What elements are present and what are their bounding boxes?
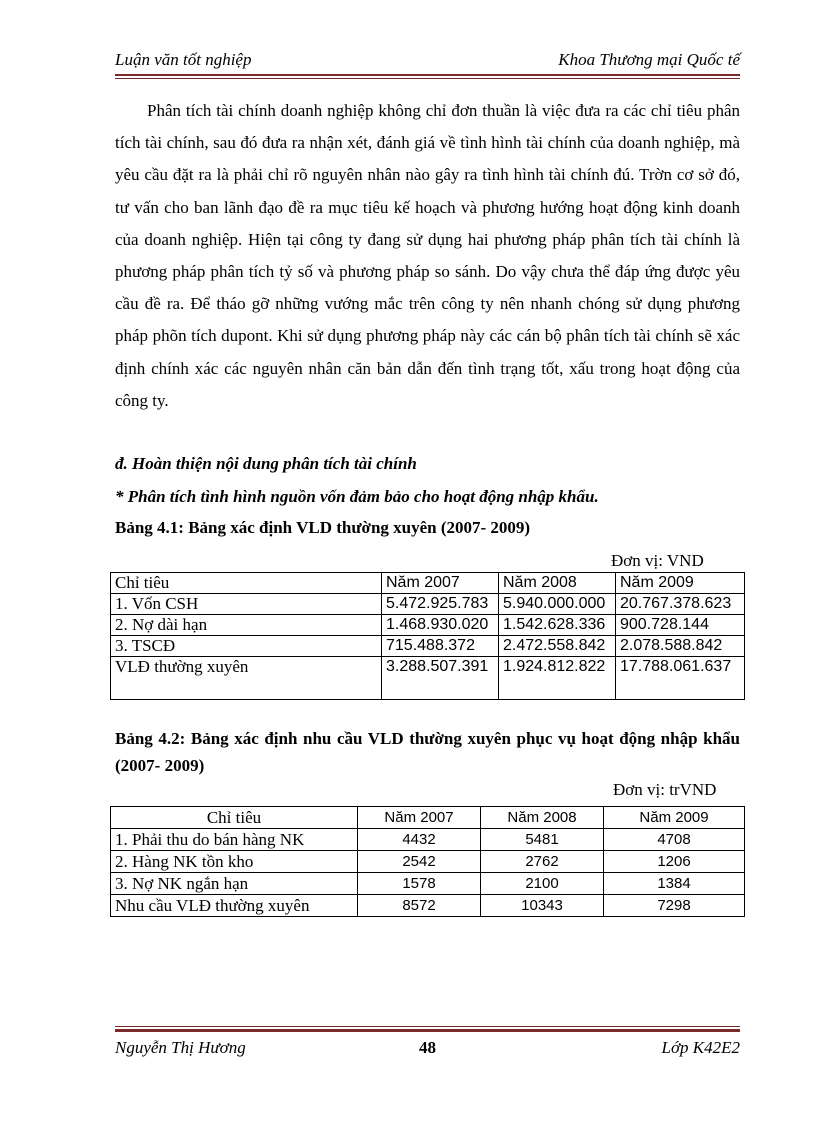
table-cell: 1.924.812.822 <box>499 657 616 700</box>
table-cell: 3.288.507.391 <box>382 657 499 700</box>
page-number: 48 <box>419 1038 436 1057</box>
table-cell: 1. Phải thu do bán hàng NK <box>111 829 358 851</box>
header-rule-thin <box>115 78 740 79</box>
table-cell: VLĐ thường xuyên <box>111 657 382 700</box>
table-cell: 1578 <box>358 873 481 895</box>
table-cell: 8572 <box>358 895 481 917</box>
page-header <box>115 50 740 72</box>
table2 <box>110 806 745 917</box>
section-heading: đ. Hoàn thiện nội dung phân tích tài chính <box>115 454 417 473</box>
table-cell: 2. Hàng NK tồn kho <box>111 851 358 873</box>
table-cell: 5.940.000.000 <box>499 594 616 615</box>
table-cell: 900.728.144 <box>616 615 745 636</box>
footer-rule-thin <box>115 1026 740 1027</box>
table-cell: 5481 <box>481 829 604 851</box>
table-row <box>111 594 745 615</box>
table-cell: Nhu cầu VLĐ thường xuyên <box>111 895 358 917</box>
table-cell: 4708 <box>604 829 745 851</box>
sub-heading: * Phân tích tình hình nguồn vốn đảm bảo cho hoạt động nhập khẩu. <box>115 487 599 506</box>
table-row <box>111 873 745 895</box>
table-row <box>111 636 745 657</box>
table-header-row <box>111 573 745 594</box>
table-cell: 2762 <box>481 851 604 873</box>
table-cell: 1. Vốn CSH <box>111 594 382 615</box>
table-header-cell: Năm 2007 <box>358 807 481 829</box>
table-row <box>111 851 745 873</box>
table2-unit: Đơn vị: trVND <box>613 780 717 799</box>
header-rule <box>115 74 740 76</box>
table-cell: 1384 <box>604 873 745 895</box>
table1-unit: Đơn vị: VND <box>611 551 704 570</box>
table-header-cell: Năm 2008 <box>499 573 616 594</box>
table-cell: 10343 <box>481 895 604 917</box>
table-cell: 2.472.558.842 <box>499 636 616 657</box>
table2-caption: Bảng 4.2: Bảng xác định nhu cầu VLD thường xuyên phục vụ hoạt động nhập khẩu (2007- 2009) <box>115 729 740 775</box>
table-header-cell: Chỉ tiêu <box>111 573 382 594</box>
table-header-cell: Năm 2008 <box>481 807 604 829</box>
table-cell: 2. Nợ dài hạn <box>111 615 382 636</box>
table1 <box>110 572 745 700</box>
footer-class: Lớp K42E2 <box>661 1038 740 1057</box>
footer-author: Nguyễn Thị Hương <box>115 1038 246 1057</box>
table-cell: 2.078.588.842 <box>616 636 745 657</box>
header-left: Luận văn tốt nghiệp <box>115 50 252 69</box>
table-header-cell: Năm 2007 <box>382 573 499 594</box>
table-cell: 2542 <box>358 851 481 873</box>
table-cell: 1206 <box>604 851 745 873</box>
table-cell: 4432 <box>358 829 481 851</box>
table1-caption: Bảng 4.1: Bảng xác định VLD thường xuyên (2007- 2009) <box>115 518 531 537</box>
table-cell: 3. TSCĐ <box>111 636 382 657</box>
table-row <box>111 615 745 636</box>
table-row <box>111 895 745 917</box>
table-header-cell: Năm 2009 <box>616 573 745 594</box>
table-cell: 2100 <box>481 873 604 895</box>
table-cell: 17.788.061.637 <box>616 657 745 700</box>
page-footer <box>115 1038 740 1062</box>
table-cell: 5.472.925.783 <box>382 594 499 615</box>
header-right: Khoa Thương mại Quốc tế <box>558 50 740 69</box>
table-cell: 20.767.378.623 <box>616 594 745 615</box>
table-row <box>111 829 745 851</box>
table-header-cell: Năm 2009 <box>604 807 745 829</box>
table-cell: 7298 <box>604 895 745 917</box>
footer-rule <box>115 1029 740 1032</box>
table-cell: 715.488.372 <box>382 636 499 657</box>
body-paragraph: Phân tích tài chính doanh nghiệp không chỉ đơn thuần là việc đưa ra các chỉ tiêu phân tích tài chính, sau đó đưa ra nhận xét, đánh giá về tình hình tài chính của doanh nghiệp, mà yêu cầu đặt ra là phải chỉ rõ nguyên nhân nào gây ra tình hình tài chính đú. Trờn cơ sở đó, tư vấn cho ban lãnh đạo đề ra mục tiêu kế hoạch và phương hướng hoạt động kinh doanh của doanh nghiệp. Hiện tại công ty đang sử dụng hai phương pháp phân tích tài chính là phương pháp phân tích tỷ số và phương pháp so sánh. Do vậy chưa thể đáp ứng được yêu cầu đề ra. Để tháo gỡ những vướng mắc trên công ty nên nhanh chóng sử dụng phương pháp phõn tích dupont. Khi sử dụng phương pháp này các cán bộ phân tích tài chính sẽ xác định chính xác các nguyên nhân căn bản dẫn đến tình trạng tốt, xấu trong hoạt động của công ty. <box>115 101 740 410</box>
table-row <box>111 657 745 700</box>
table-cell: 3. Nợ NK ngắn hạn <box>111 873 358 895</box>
table-cell: 1.468.930.020 <box>382 615 499 636</box>
table-cell: 1.542.628.336 <box>499 615 616 636</box>
table-header-row <box>111 807 745 829</box>
table-header-cell: Chỉ tiêu <box>111 807 358 829</box>
